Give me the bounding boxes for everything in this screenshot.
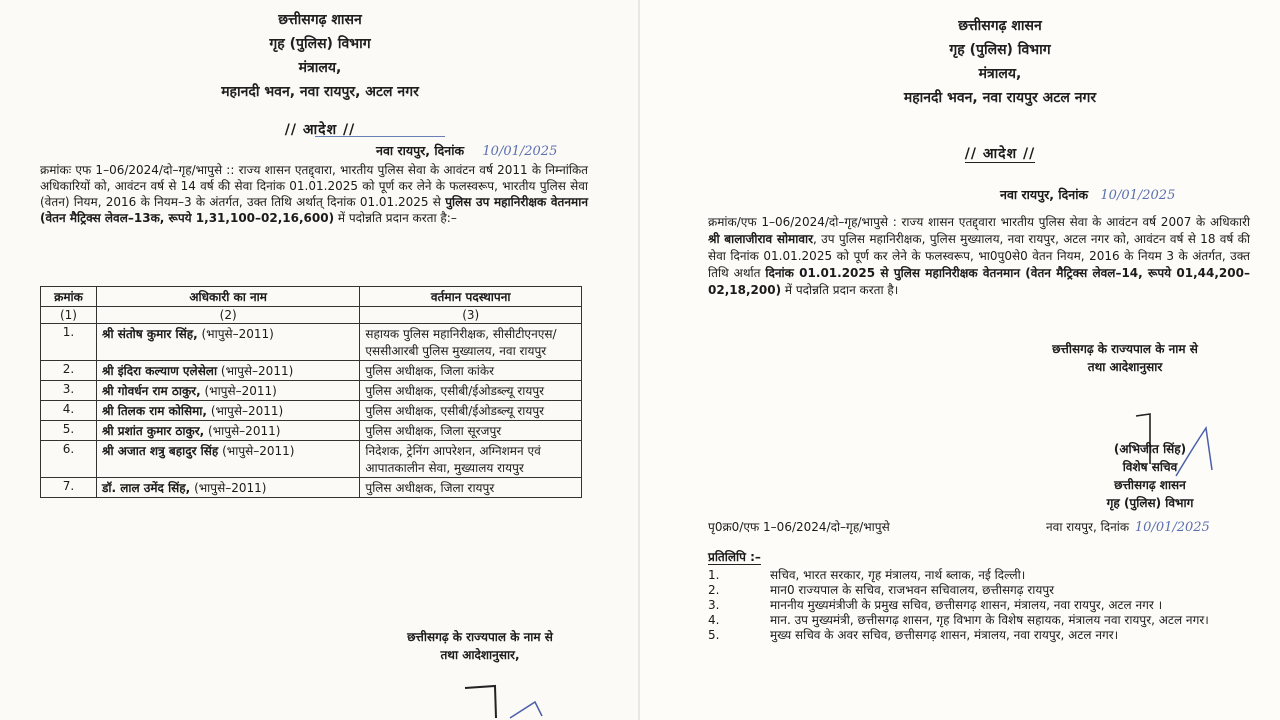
row-officer — [96, 478, 359, 498]
col-subheader: (2) — [96, 307, 359, 324]
left-signature-mark — [420, 680, 560, 720]
right-governor-line-1: छत्तीसगढ़ के राज्यपाल के नाम से — [1052, 342, 1198, 356]
right-signatory-block — [1070, 440, 1230, 512]
officer-name: श्री गोवर्धन राम ठाकुर, — [101, 384, 201, 398]
row-officer — [96, 441, 359, 478]
row-serial: 2. — [41, 361, 97, 381]
officer-batch: (भापुसे–2011) — [204, 384, 277, 398]
row-posting: पुलिस अधीक्षक, एसीबी/ईओडब्ल्यू रायपुर — [360, 401, 582, 421]
right-header-line-4: महानदी भवन, नवा रायपुर अटल नगर — [903, 90, 1097, 106]
ref-date-label: नवा रायपुर, दिनांक — [1046, 520, 1130, 534]
left-header-line-2: गृह (पुलिस) विभाग — [269, 36, 371, 52]
col-header-serial: क्रमांक — [41, 287, 97, 307]
left-date-handwritten: 10/01/2025 — [482, 144, 558, 159]
row-serial: 1. — [41, 324, 97, 361]
officers-table-header-row — [41, 287, 582, 307]
left-body-part-2: में पदोन्नति प्रदान करता है:– — [334, 211, 457, 225]
right-date-label: नवा रायपुर, दिनांक — [1000, 187, 1089, 202]
row-serial: 5. — [41, 421, 97, 441]
left-title-rule — [315, 136, 445, 137]
cc-num: 5. — [708, 628, 720, 642]
officer-batch: (भापुसे–2011) — [208, 424, 281, 438]
signatory-department: गृह (पुलिस) विभाग — [1106, 496, 1194, 510]
officer-batch: (भापुसे–2011) — [210, 404, 284, 418]
row-officer — [96, 381, 359, 401]
left-date-line — [376, 142, 557, 159]
row-posting: पुलिस अधीक्षक, जिला सूरजपुर — [360, 421, 582, 441]
row-serial: 4. — [41, 401, 97, 421]
right-body-bold: दिनांक 01.01.2025 से पुलिस महानिरीक्षक वेतनमान (वेतन मैट्रिक्स लेवल–14, रूपये 01,44,200–02,18,200) — [708, 266, 1250, 297]
col-subheader: (1) — [41, 307, 97, 324]
table-row — [41, 381, 582, 401]
left-order-title: // आदेश // — [284, 122, 356, 138]
table-row — [41, 401, 582, 421]
right-governor-authority — [1010, 340, 1240, 376]
table-row — [41, 421, 582, 441]
right-body-part-2: , उप पुलिस महानिरीक्षक, पुलिस मुख्यालय, नवा रायपुर, अटल नगर को, आवंटन वर्ष से 18 वर्ष की सेवा दिनांक 01.01.2025 को पूर्ण कर लेने के फलस्वरूप, भा0पु0से0 वेतन नियम, 2016 के नियम 3 के अंतर्गत, उक्त तिथि अर्थात — [708, 232, 1250, 280]
officer-name: श्री प्रशांत कुमार ठाकुर, — [101, 424, 205, 438]
left-order-body — [40, 162, 588, 226]
table-row — [41, 441, 582, 478]
left-body-bold: पुलिस उप महानिरीक्षक वेतनमान (वेतन मैट्रिक्स लेवल–13क, रूपये 1,31,100–02,16,600) — [40, 195, 588, 225]
right-header-line-2: गृह (पुलिस) विभाग — [949, 42, 1051, 58]
signatory-name: (अभिजीत सिंह) — [1113, 442, 1187, 456]
right-order-title — [640, 144, 1280, 163]
left-body-part-1: क्रमांकः एफ 1–06/2024/दो–गृह/भापुसे :: राज्य शासन एतद्द्वारा, भारतीय पुलिस सेवा के आवंटन वर्ष 2011 के निम्नांकित अधिकारियों को, आवंटन वर्ष से 14 वर्ष की सेवा दिनांक 01.01.2025 को पूर्ण कर लेने के फलस्वरूप, भारतीय पुलिस सेवा (वेतन) नियम, 2016 के नियम–3 के अंतर्गत, उक्त तिथि अर्थात् दिनांक 01.01.2025 से — [40, 163, 588, 209]
cc-title — [708, 548, 761, 565]
officer-batch: (भापुसे–2011) — [194, 481, 267, 495]
cc-num: 2. — [708, 583, 720, 597]
right-order-body — [708, 214, 1250, 299]
right-header-line-3: मंत्रालय, — [978, 66, 1022, 82]
list-item — [708, 598, 1248, 613]
cc-text: मुख्य सचिव के अवर सचिव, छत्तीसगढ़ शासन, मंत्रालय, नवा रायपुर, अटल नगर। — [770, 628, 1119, 642]
cc-text: माननीय मुख्यमंत्रीजी के प्रमुख सचिव, छत्तीसगढ़ शासन, मंत्रालय, नवा रायपुर, अटल नगर । — [770, 598, 1163, 612]
right-body-part-3: में पदोन्नति प्रदान करता है। — [781, 283, 899, 297]
ref-date-handwritten: 10/01/2025 — [1134, 520, 1210, 535]
ref-date-line — [1046, 518, 1210, 535]
table-row — [41, 478, 582, 498]
officer-name: श्री संतोष कुमार सिंह, — [101, 327, 198, 341]
officer-name: श्री अजात शत्रु बहादुर सिंह — [101, 444, 219, 458]
signatory-government: छत्तीसगढ़ शासन — [1114, 478, 1186, 492]
list-item — [708, 613, 1248, 628]
row-officer — [96, 401, 359, 421]
row-posting: पुलिस अधीक्षक, एसीबी/ईओडब्ल्यू रायपुर — [360, 381, 582, 401]
officer-name: श्री इंदिरा कल्याण एलेसेला — [101, 364, 218, 378]
right-body-part-1: क्रमांक/एफ 1–06/2024/दो–गृह/भापुसे : राज्य शासन एतद्द्वारा भारतीय पुलिस सेवा के आवंटन वर्ष 2007 के अधिकारी — [708, 215, 1250, 229]
cc-num: 3. — [708, 598, 720, 612]
row-posting: निदेशक, ट्रेनिंग आपरेशन, अग्निशमन एवं आपातकालीन सेवा, मुख्यालय रायपुर — [360, 441, 582, 478]
right-governor-line-2: तथा आदेशानुसार — [1087, 360, 1163, 374]
officer-batch: (भापुसे–2011) — [222, 444, 295, 458]
cc-text: सचिव, भारत सरकार, गृह मंत्रालय, नार्थ ब्लाक, नई दिल्ली। — [770, 568, 1026, 582]
officers-table — [40, 286, 582, 498]
row-posting: पुलिस अधीक्षक, जिला कांकेर — [360, 361, 582, 381]
left-letterhead — [0, 8, 640, 104]
right-body-officer-name: श्री बालाजीराव सोमावार — [708, 232, 814, 246]
right-date-handwritten: 10/01/2025 — [1100, 188, 1176, 203]
left-header-line-3: मंत्रालय, — [298, 60, 342, 76]
left-governor-authority — [360, 628, 600, 664]
col-subheader: (3) — [360, 307, 582, 324]
cc-num: 1. — [708, 568, 720, 582]
row-serial: 6. — [41, 441, 97, 478]
col-header-posting: वर्तमान पदस्थापना — [360, 287, 582, 307]
cc-title-text: प्रतिलिपि :– — [708, 550, 761, 564]
row-serial: 3. — [41, 381, 97, 401]
left-governor-line-2: तथा आदेशानुसार, — [440, 648, 520, 662]
col-header-name: अधिकारी का नाम — [96, 287, 359, 307]
left-header-line-1: छत्तीसगढ़ शासन — [278, 12, 362, 28]
list-item — [708, 628, 1248, 643]
row-serial: 7. — [41, 478, 97, 498]
officer-name: श्री तिलक राम कोसिमा, — [101, 404, 207, 418]
left-date-label: नवा रायपुर, दिनांक — [376, 143, 465, 158]
right-header-line-1: छत्तीसगढ़ शासन — [958, 18, 1042, 34]
cc-list — [708, 568, 1248, 643]
table-row — [41, 324, 582, 361]
officer-batch: (भापुसे–2011) — [220, 364, 294, 378]
list-item — [708, 583, 1248, 598]
ref-number: पृ0क्र0/एफ 1–06/2024/दो–गृह/भापुसे — [708, 520, 890, 534]
officer-batch: (भापुसे–2011) — [201, 327, 274, 341]
list-item — [708, 568, 1248, 583]
officer-name: डॉ. लाल उमेंद सिंह, — [101, 481, 191, 495]
cc-text: मान0 राज्यपाल के सचिव, राजभवन सचिवालय, छत्तीसगढ़ रायपुर — [770, 583, 1055, 597]
cc-text: मान. उप मुख्यमंत्री, छत्तीसगढ़ शासन, गृह विभाग के विशेष सहायक, मंत्रालय नवा रायपुर, अटल नगर। — [770, 613, 1209, 627]
right-letterhead — [640, 14, 1280, 110]
cc-num: 4. — [708, 613, 720, 627]
right-order-document — [640, 0, 1280, 720]
right-date-line — [1000, 186, 1175, 203]
row-posting: पुलिस अधीक्षक, जिला रायपुर — [360, 478, 582, 498]
table-row — [41, 361, 582, 381]
row-officer — [96, 361, 359, 381]
row-officer — [96, 421, 359, 441]
left-governor-line-1: छत्तीसगढ़ के राज्यपाल के नाम से — [407, 630, 553, 644]
signatory-designation: विशेष सचिव — [1122, 460, 1178, 474]
row-posting: सहायक पुलिस महानिरीक्षक, सीसीटीएनएस/एससीआरबी पुलिस मुख्यालय, नवा रायपुर — [360, 324, 582, 361]
left-header-line-4: महानदी भवन, नवा रायपुर, अटल नगर — [221, 84, 419, 100]
row-officer — [96, 324, 359, 361]
right-order-title-text: // आदेश // — [964, 146, 1036, 162]
officers-table-subheader-row — [41, 307, 582, 324]
